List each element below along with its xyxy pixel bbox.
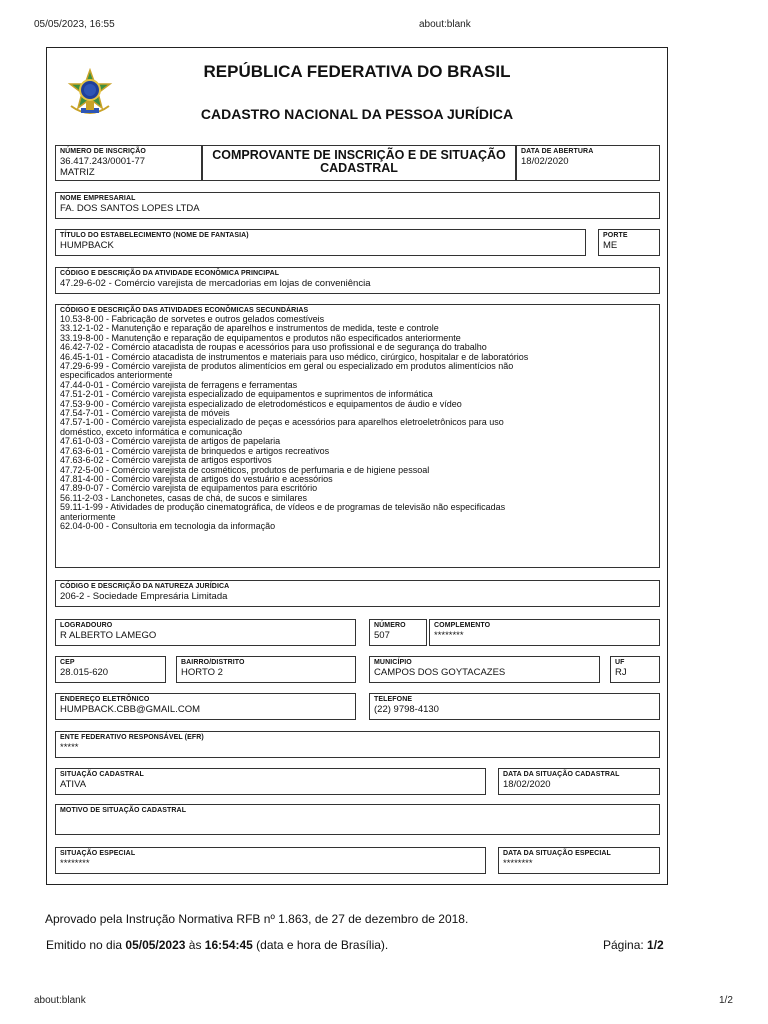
activity-line: 47.63-6-01 - Comércio varejista de brinquedos e artigos recreativos — [60, 445, 330, 456]
telefone-label: TELEFONE — [374, 696, 413, 703]
activity-line: 56.11-2-03 - Lanchonetes, casas de chá, de sucos e similares — [60, 492, 307, 503]
logradouro-value: R ALBERTO LAMEGO — [60, 630, 157, 641]
print-title: about:blank — [419, 19, 471, 30]
comprovante-line2: CADASTRAL — [320, 161, 398, 175]
print-footer-page: 1/2 — [719, 995, 733, 1006]
situacao-label: SITUAÇÃO CADASTRAL — [60, 771, 144, 778]
approval-text: Aprovado pela Instrução Normativa RFB nº 1.863, de 27 de dezembro de 2018. — [45, 912, 469, 926]
uf-value: RJ — [615, 667, 627, 678]
emitted-time: 16:54:45 — [204, 938, 253, 952]
situacao-especial-box — [55, 847, 486, 874]
data-situacao-box — [498, 768, 660, 795]
coat-of-arms-icon — [63, 68, 117, 118]
cep-value: 28.015-620 — [60, 667, 109, 678]
cep-box — [55, 656, 166, 683]
situacao-especial-label: SITUAÇÃO ESPECIAL — [60, 850, 136, 857]
municipio-label: MUNICÍPIO — [374, 659, 412, 666]
natureza-juridica-label: CÓDIGO E DESCRIÇÃO DA NATUREZA JURÍDICA — [60, 583, 230, 590]
nome-empresarial-value: FA. DOS SANTOS LOPES LTDA — [60, 203, 200, 214]
activity-line: 62.04-0-00 - Consultoria em tecnologia da informação — [60, 520, 276, 531]
emitted-mid: às — [185, 938, 205, 952]
activity-line: 47.72-5-00 - Comércio varejista de cosméticos, produtos de perfumaria e de higiene pessoal — [60, 464, 430, 475]
activity-line: 33.19-8-00 - Manutenção e reparação de equipamentos e produtos não especificados anteriormente — [60, 332, 461, 343]
numero-label: NÚMERO — [374, 622, 406, 629]
activity-line: 47.53-9-00 - Comércio varejista especializado de eletrodomésticos e equipamentos de áudio e vídeo — [60, 398, 462, 409]
complemento-value: ******** — [434, 630, 464, 641]
print-datetime: 05/05/2023, 16:55 — [34, 19, 115, 30]
page-indicator — [603, 938, 664, 952]
data-situacao-label: DATA DA SITUAÇÃO CADASTRAL — [503, 771, 620, 778]
data-situacao-value: 18/02/2020 — [503, 779, 551, 790]
logradouro-label: LOGRADOURO — [60, 622, 113, 629]
activity-line: especificados anteriormente — [60, 370, 173, 381]
page-value: 1/2 — [647, 938, 664, 952]
emitted-text — [46, 938, 388, 952]
telefone-box — [369, 693, 660, 720]
atividade-principal-value: 47.29-6-02 - Comércio varejista de mercadorias em lojas de conveniência — [60, 278, 371, 289]
situacao-box — [55, 768, 486, 795]
abertura-box — [516, 145, 660, 181]
activity-line: 46.42-7-02 - Comércio atacadista de roupas e acessórios para uso profissional e de segurança do trabalho — [60, 342, 487, 353]
numero-box — [369, 619, 427, 646]
telefone-value: (22) 9798-4130 — [374, 704, 439, 715]
porte-box — [598, 229, 660, 256]
data-situacao-especial-label: DATA DA SITUAÇÃO ESPECIAL — [503, 850, 611, 857]
activity-line: 47.51-2-01 - Comércio varejista especializado de equipamentos e suprimentos de informática — [60, 389, 433, 400]
emitted-prefix: Emitido no dia — [46, 938, 126, 952]
email-value: HUMPBACK.CBB@GMAIL.COM — [60, 704, 201, 715]
motivo-label: MOTIVO DE SITUAÇÃO CADASTRAL — [60, 807, 187, 814]
complemento-box — [429, 619, 660, 646]
registry-title: CADASTRO NACIONAL DA PESSOA JURÍDICA — [200, 106, 514, 122]
natureza-juridica-box — [55, 580, 660, 607]
activity-line: anteriormente — [60, 511, 116, 522]
inscricao-label: NÚMERO DE INSCRIÇÃO — [60, 148, 146, 155]
activity-line: 46.45-1-01 - Comércio atacadista de instrumentos e materiais para uso médico, cirúrgico, hospitalar e de laboratórios — [60, 351, 529, 362]
porte-label: PORTE — [603, 232, 628, 239]
efr-value: ***** — [60, 742, 79, 753]
numero-value: 507 — [374, 630, 390, 641]
fantasia-box — [55, 229, 586, 256]
abertura-value: 18/02/2020 — [521, 156, 569, 167]
fantasia-label: TÍTULO DO ESTABELECIMENTO (NOME DE FANTASIA) — [60, 232, 249, 239]
complemento-label: COMPLEMENTO — [434, 622, 491, 629]
activity-line: 47.63-6-02 - Comércio varejista de artigos esportivos — [60, 455, 272, 466]
efr-box — [55, 731, 660, 758]
republic-title: REPÚBLICA FEDERATIVA DO BRASIL — [203, 62, 511, 81]
inscricao-box — [55, 145, 202, 181]
atividade-principal-box — [55, 267, 660, 294]
activity-line: 47.29-6-99 - Comércio varejista de produtos alimentícios em geral ou especializado em produtos alimentícios não — [60, 361, 514, 372]
comprovante-box — [202, 145, 516, 181]
activity-line: 10.53-8-00 - Fabricação de sorvetes e outros gelados comestíveis — [60, 314, 325, 324]
municipio-box — [369, 656, 600, 683]
logradouro-box — [55, 619, 356, 646]
activity-line: 47.57-1-00 - Comércio varejista especializado de peças e acessórios para aparelhos eletroeletrônicos para uso — [60, 417, 504, 428]
uf-box — [610, 656, 660, 683]
atividades-secundarias-list — [60, 315, 656, 531]
uf-label: UF — [615, 659, 625, 666]
emitted-suffix: (data e hora de Brasília). — [252, 938, 389, 952]
activity-line: 47.81-4-00 - Comércio varejista de artigos do vestuário e acessórios — [60, 473, 333, 484]
situacao-especial-value: ******** — [60, 858, 90, 869]
fantasia-value: HUMPBACK — [60, 240, 114, 251]
cep-label: CEP — [60, 659, 75, 666]
municipio-value: CAMPOS DOS GOYTACAZES — [374, 667, 506, 678]
porte-value: ME — [603, 240, 618, 251]
atividade-principal-label: CÓDIGO E DESCRIÇÃO DA ATIVIDADE ECONÔMICA PRINCIPAL — [60, 270, 280, 277]
activity-line: 33.12-1-02 - Manutenção e reparação de aparelhos e instrumentos de medida, teste e controle — [60, 323, 439, 334]
bairro-box — [176, 656, 356, 683]
print-footer-url: about:blank — [34, 995, 86, 1006]
activity-line: 47.54-7-01 - Comércio varejista de móveis — [60, 408, 230, 419]
email-box — [55, 693, 356, 720]
activity-line: doméstico, exceto informática e comunicação — [60, 426, 243, 437]
activity-line: 47.61-0-03 - Comércio varejista de artigos de papelaria — [60, 436, 281, 447]
natureza-juridica-value: 206-2 - Sociedade Empresária Limitada — [60, 591, 228, 602]
activity-line: 47.89-0-07 - Comércio varejista de equipamentos para escritório — [60, 483, 318, 494]
activity-line: 47.44-0-01 - Comércio varejista de ferragens e ferramentas — [60, 379, 298, 390]
activity-line: 59.11-1-99 - Atividades de produção cinematográfica, de vídeos e de programas de televisão não especificadas — [60, 502, 506, 513]
nome-empresarial-box — [55, 192, 660, 219]
situacao-value: ATIVA — [60, 779, 87, 790]
comprovante-line1: COMPROVANTE DE INSCRIÇÃO E DE SITUAÇÃO — [212, 148, 506, 162]
emitted-date: 05/05/2023 — [125, 938, 186, 952]
abertura-label: DATA DE ABERTURA — [521, 148, 594, 155]
atividades-secundarias-box — [55, 304, 660, 568]
efr-label: ENTE FEDERATIVO RESPONSÁVEL (EFR) — [60, 734, 204, 741]
motivo-box — [55, 804, 660, 835]
inscricao-value: 36.417.243/0001-77 — [60, 156, 146, 167]
inscricao-type: MATRIZ — [60, 167, 95, 178]
data-situacao-especial-value: ******** — [503, 858, 533, 869]
data-situacao-especial-box — [498, 847, 660, 874]
page-label: Página: — [603, 938, 648, 952]
email-label: ENDEREÇO ELETRÔNICO — [60, 696, 150, 703]
bairro-label: BAIRRO/DISTRITO — [181, 659, 245, 666]
nome-empresarial-label: NOME EMPRESARIAL — [60, 195, 136, 202]
document-frame — [46, 47, 668, 885]
bairro-value: HORTO 2 — [181, 667, 223, 678]
atividades-secundarias-label: CÓDIGO E DESCRIÇÃO DAS ATIVIDADES ECONÔMICAS SECUNDÁRIAS — [60, 307, 309, 314]
